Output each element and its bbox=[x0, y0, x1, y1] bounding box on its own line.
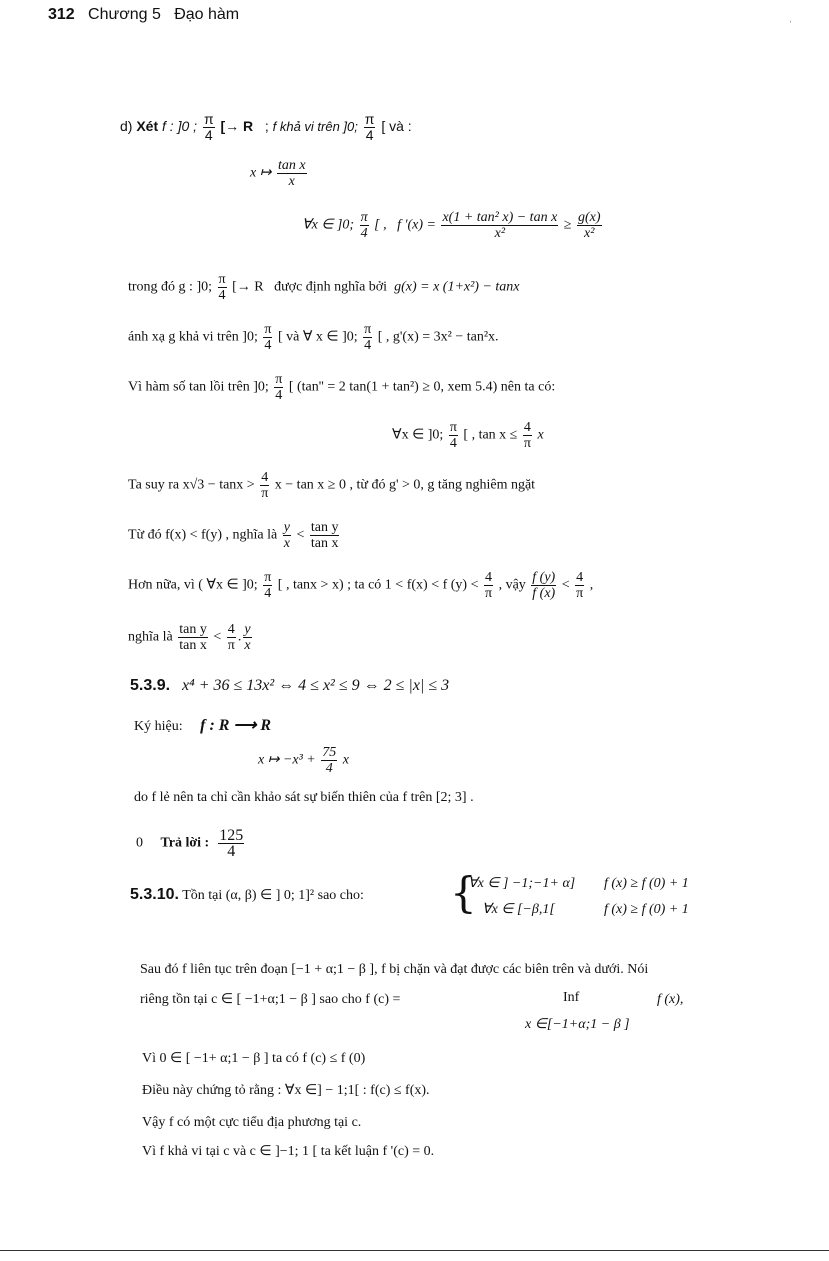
f-khavi: f khả vi trên ]0; bbox=[272, 119, 358, 135]
tan-inequality bbox=[392, 420, 544, 451]
vi-ham-text2: [ (tan'' = 2 tan(1 + tan²) ≥ 0, xem 5.4) nên ta có: bbox=[288, 379, 556, 395]
inf-subscript: x ∈[−1+α;1 − β ] bbox=[525, 1017, 630, 1032]
frac-pi-4h: $\frac{\pi}{4}$ bbox=[449, 420, 457, 451]
case-2-ineq: f (x) ≥ f (0) + 1 bbox=[604, 902, 689, 917]
dieu-nay-line: Điều này chứng tỏ rằng : ∀x ∈] − 1;1[ : f(c) ≤ f(x). bbox=[142, 1083, 430, 1098]
part-d-line bbox=[120, 112, 412, 143]
tu-do-lt: < bbox=[296, 527, 305, 543]
frac-pi-4e: $\frac{\pi}{4}$ bbox=[264, 322, 272, 353]
case-brace: { bbox=[450, 868, 477, 917]
ta-suy-text1: Ta suy ra x√3 − tanx > bbox=[128, 477, 255, 493]
trong-text1: trong đó g : ]0; bbox=[128, 279, 212, 295]
maps-to-R: [→ R bbox=[220, 118, 254, 135]
case-1-ineq: f (x) ≥ f (0) + 1 bbox=[604, 876, 689, 891]
derivative-line bbox=[302, 210, 604, 241]
frac-tanx-x: $\frac{\text{tan x}}{x}$ bbox=[277, 158, 306, 189]
answer-label: Trả lời : bbox=[160, 835, 210, 851]
inf-fx: f (x), bbox=[657, 992, 684, 1007]
case-1 bbox=[468, 875, 575, 893]
frac-4-pi-d: $\frac{4}{\pi}$ bbox=[576, 570, 584, 601]
map-line bbox=[250, 158, 309, 189]
frac-pi-4d: $\frac{\pi}{4}$ bbox=[218, 272, 226, 303]
anh-text2: [ và ∀ x ∈ ]0; bbox=[277, 329, 358, 345]
anh-text1: ánh xạ g khả vi trên ]0; bbox=[128, 329, 258, 345]
map-cubic-b: x bbox=[342, 752, 349, 768]
ky-hieu-label: Ký hiệu: bbox=[134, 719, 183, 734]
ta-suy-line bbox=[128, 470, 535, 501]
frac-pi-4c: $\frac{\pi}{4}$ bbox=[360, 210, 368, 241]
ineq-x: x bbox=[537, 427, 544, 443]
ineq-mid: [ , tan x ≤ bbox=[463, 427, 518, 443]
map-x: x ↦ bbox=[250, 165, 272, 181]
tu-do-text1: Từ đó f(x) < f(y) , nghĩa là bbox=[128, 527, 278, 543]
case-1-cond: ∀x ∈ ] −1;−1+ α] bbox=[468, 876, 576, 891]
section-539 bbox=[130, 677, 449, 695]
tu-do-line bbox=[128, 520, 341, 551]
trong-do-line bbox=[128, 272, 520, 303]
frac-g-x2: $\frac{g(x)}{\text{x²}}$ bbox=[577, 210, 601, 241]
frac-tany-tanx-b: $\frac{\text{tan y}}{\text{tan x}}$ bbox=[179, 622, 207, 653]
hon-nua-text2: [ , tanx > x) ; ta có 1 < f(x) < f (y) < bbox=[277, 577, 479, 593]
xet-word: Xét bbox=[136, 118, 159, 135]
section-5310 bbox=[130, 886, 364, 905]
frac-pi-4g: $\frac{\pi}{4}$ bbox=[275, 372, 283, 403]
bracket-comma: [ , bbox=[374, 217, 387, 233]
f-domain: f : ]0 ; bbox=[162, 118, 198, 135]
frac-125-4: $\frac{125}{4}$ bbox=[219, 827, 244, 860]
semicolon: ; bbox=[264, 118, 269, 135]
frac-pi-4: $\frac{\pi}{4}$ bbox=[203, 111, 214, 143]
nghia-lt: < bbox=[213, 629, 222, 645]
section-539-label: 5.3.9. bbox=[130, 677, 171, 694]
frac-4-pi: $\frac{4}{\pi}$ bbox=[523, 420, 531, 451]
trong-text2: được định nghĩa bởi bbox=[274, 279, 388, 295]
answer-line bbox=[136, 828, 246, 859]
vi-ham-line bbox=[128, 372, 555, 403]
hon-nua-text1: Hơn nữa, vì ( ∀x ∈ ]0; bbox=[128, 577, 258, 593]
answer-bullet: 0 bbox=[136, 835, 143, 851]
page-number: 312 bbox=[48, 6, 75, 23]
frac-fy-fx: $\frac{f (y)}{f (x)}$ bbox=[532, 570, 556, 601]
scan-mark: ˌ bbox=[789, 12, 793, 23]
bottom-rule bbox=[0, 1250, 829, 1251]
va-colon: [ và : bbox=[381, 118, 412, 135]
f-R-R: f : R ⟶ R bbox=[200, 717, 272, 734]
frac-y-x-b: $\frac{y}{x}$ bbox=[244, 622, 251, 653]
chapter-label: Chương 5 bbox=[88, 6, 161, 23]
part-d-label: d) bbox=[120, 118, 133, 135]
trong-maps: [→ R bbox=[232, 279, 264, 295]
inf-word: Inf bbox=[563, 990, 580, 1005]
chapter-title: Đạo hàm bbox=[174, 6, 240, 23]
anh-text3: [ , g'(x) = 3x² − tan²x. bbox=[377, 329, 499, 345]
frac-75-4: $\frac{75}{4}$ bbox=[322, 745, 337, 776]
nghia-text1: nghĩa là bbox=[128, 629, 173, 645]
section-5310-label: 5.3.10. bbox=[130, 886, 179, 903]
vi-ham-text1: Vì hàm số tan lồi trên ]0; bbox=[128, 379, 269, 395]
fprime-eq: f '(x) = bbox=[397, 217, 436, 233]
frac-4-pi-b: $\frac{4}{\pi}$ bbox=[261, 470, 269, 501]
map-cubic-a: x ↦ −x³ + bbox=[258, 752, 316, 768]
section-5310-text: Tồn tại (α, β) ∈ ] 0; 1]² sao cho: bbox=[182, 888, 364, 903]
forall-open: ∀x ∈ ]0; bbox=[302, 217, 355, 233]
ta-suy-text2: x − tan x ≥ 0 , từ đó g' > 0, g tăng nghiêm ngặt bbox=[274, 477, 536, 493]
frac-y-x: $\frac{y}{x}$ bbox=[283, 520, 290, 551]
frac-tany-tanx: $\frac{\text{tan y}}{\text{tan x}}$ bbox=[310, 520, 339, 551]
do-f-line: do f lẻ nên ta chỉ cần khảo sát sự biến thiên của f trên [2; 3] . bbox=[134, 790, 474, 805]
frac-pi-4i: $\frac{\pi}{4}$ bbox=[264, 570, 272, 601]
frac-derivative: $\frac{\text{x(1 + tan² x) − tan x}}{\text{x²}}$ bbox=[442, 210, 558, 241]
case-2-cond: ∀x ∈ [−β,1[ bbox=[482, 902, 555, 917]
frac-pi-4b: $\frac{\pi}{4}$ bbox=[364, 111, 375, 143]
hon-nua-text3: , vậy bbox=[498, 577, 526, 593]
nghia-line bbox=[128, 622, 254, 653]
vi0-line: Vì 0 ∈ [ −1+ α;1 − β ] ta có f (c) ≤ f (0) bbox=[142, 1051, 366, 1066]
sau-do-line1: Sau đó f liên tục trên đoạn [−1 + α;1 − β ], f bị chặn và đạt được các biên trên và dưới. Nói bbox=[140, 962, 649, 977]
geq-sign: ≥ bbox=[563, 217, 572, 233]
anh-xa-line bbox=[128, 322, 499, 353]
hon-nua-comma: , bbox=[589, 577, 594, 593]
section-539-equation: x⁴ + 36 ≤ 13x² ⇔ 4 ≤ x² ≤ 9 ⇔ 2 ≤ |x| ≤ 3 bbox=[182, 677, 450, 694]
ineq-forall: ∀x ∈ ]0; bbox=[392, 427, 444, 443]
map-cubic bbox=[258, 745, 349, 776]
g-definition: g(x) = x (1+x²) − tanx bbox=[394, 279, 520, 295]
hon-nua-line bbox=[128, 570, 593, 601]
vay-line: Vậy f có một cực tiểu địa phương tại c. bbox=[142, 1115, 362, 1130]
nghia-dot: . bbox=[237, 629, 242, 645]
sau-do-text: riêng tồn tại c ∈ [ −1+α;1 − β ] sao cho f (c) = bbox=[140, 992, 401, 1007]
ky-hieu-line bbox=[134, 717, 271, 736]
frac-pi-4f: $\frac{\pi}{4}$ bbox=[364, 322, 372, 353]
page-header bbox=[48, 6, 239, 24]
hon-nua-lt: < bbox=[561, 577, 570, 593]
vi-f-line: Vì f khả vi tại c và c ∈ ]−1; 1 [ ta kết luận f '(c) = 0. bbox=[142, 1144, 435, 1159]
frac-4-pi-c: $\frac{4}{\pi}$ bbox=[484, 570, 493, 601]
frac-4-pi-e: $\frac{4}{\pi}$ bbox=[227, 622, 235, 653]
case-2 bbox=[482, 901, 555, 919]
sau-do-line2 bbox=[140, 991, 400, 1009]
